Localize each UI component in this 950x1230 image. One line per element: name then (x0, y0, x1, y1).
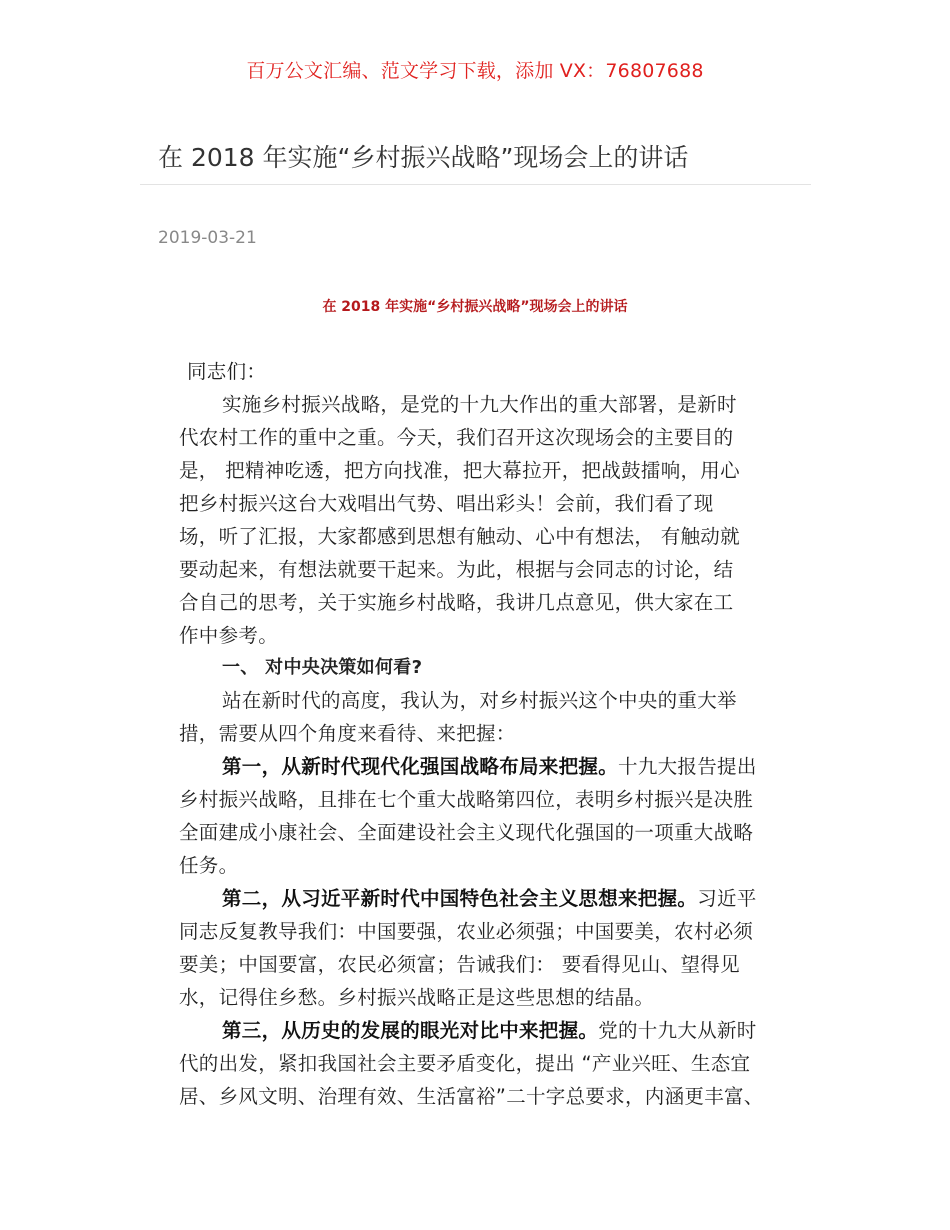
paragraph-line: 全面建成小康社会、全面建设社会主义现代化强国的一项重大战略 (179, 821, 754, 844)
section-heading: 一、 对中央决策如何看? (222, 657, 423, 678)
point-one-heading: 第一，从新时代现代化强国战略布局来把握。 (222, 755, 619, 778)
greeting: 同志们： (187, 360, 267, 383)
point-one-line (222, 751, 757, 779)
paragraph-line: 站在新时代的高度，我认为，对乡村振兴这个中央的重大举 (222, 689, 737, 712)
paragraph-line: 措，需要从四个角度来看待、来把握： (179, 722, 516, 745)
speech-subtitle: 在 2018 年实施“乡村振兴战略”现场会上的讲话 (322, 299, 628, 315)
paragraph-line: 代的出发，紧扣我国社会主要矛盾变化，提出 “产业兴旺、生态宜 (179, 1052, 751, 1075)
point-three-text: 党的十九大从新时 (598, 1019, 757, 1042)
paragraph-line: 场，听了汇报，大家都感到思想有触动、心中有想法， 有触动就 (179, 525, 740, 548)
paragraph-line: 作中参考。 (179, 624, 279, 647)
paragraph-line: 要动起来，有想法就要干起来。为此，根据与会同志的讨论，结 (179, 558, 734, 581)
paragraph-line: 把乡村振兴这台大戏唱出气势、唱出彩头！会前，我们看了现 (179, 492, 714, 515)
paragraph-line: 居、乡风文明、治理有效、生活富裕”二十字总要求，内涵更丰富、 (179, 1085, 764, 1108)
article-title: 在 2018 年实施“乡村振兴战略”现场会上的讲话 (158, 143, 689, 172)
paragraph-line: 水，记得住乡愁。乡村振兴战略正是这些思想的结晶。 (179, 986, 655, 1009)
paragraph-line: 乡村振兴战略，且排在七个重大战略第四位，表明乡村振兴是决胜 (179, 788, 754, 811)
paragraph-line: 要美；中国要富，农民必须富；告诫我们： 要看得见山、望得见 (179, 953, 740, 976)
point-three-heading: 第三，从历史的发展的眼光对比中来把握。 (222, 1019, 599, 1042)
point-three-line (222, 1015, 757, 1043)
paragraph-line: 合自己的思考，关于实施乡村战略，我讲几点意见，供大家在工 (179, 591, 734, 614)
paragraph-line: 代农村工作的重中之重。今天，我们召开这次现场会的主要目的 (179, 426, 734, 449)
download-banner: 百万公文汇编、范文学习下载，添加 VX：76807688 (246, 60, 704, 82)
point-two-heading: 第二，从习近平新时代中国特色社会主义思想来把握。 (222, 887, 698, 910)
point-two-line (222, 883, 757, 911)
publish-date: 2019-03-21 (158, 228, 257, 248)
paragraph-line: 同志反复教导我们：中国要强，农业必须强；中国要美，农村必须 (179, 920, 754, 943)
point-two-text: 习近平 (697, 887, 757, 910)
paragraph-line: 实施乡村振兴战略，是党的十九大作出的重大部署，是新时 (222, 393, 737, 416)
point-one-text: 十九大报告提出 (618, 755, 757, 778)
paragraph-line: 任务。 (179, 854, 239, 877)
title-divider (140, 184, 811, 185)
paragraph-line: 是， 把精神吃透，把方向找准，把大幕拉开，把战鼓擂响，用心 (179, 459, 740, 482)
